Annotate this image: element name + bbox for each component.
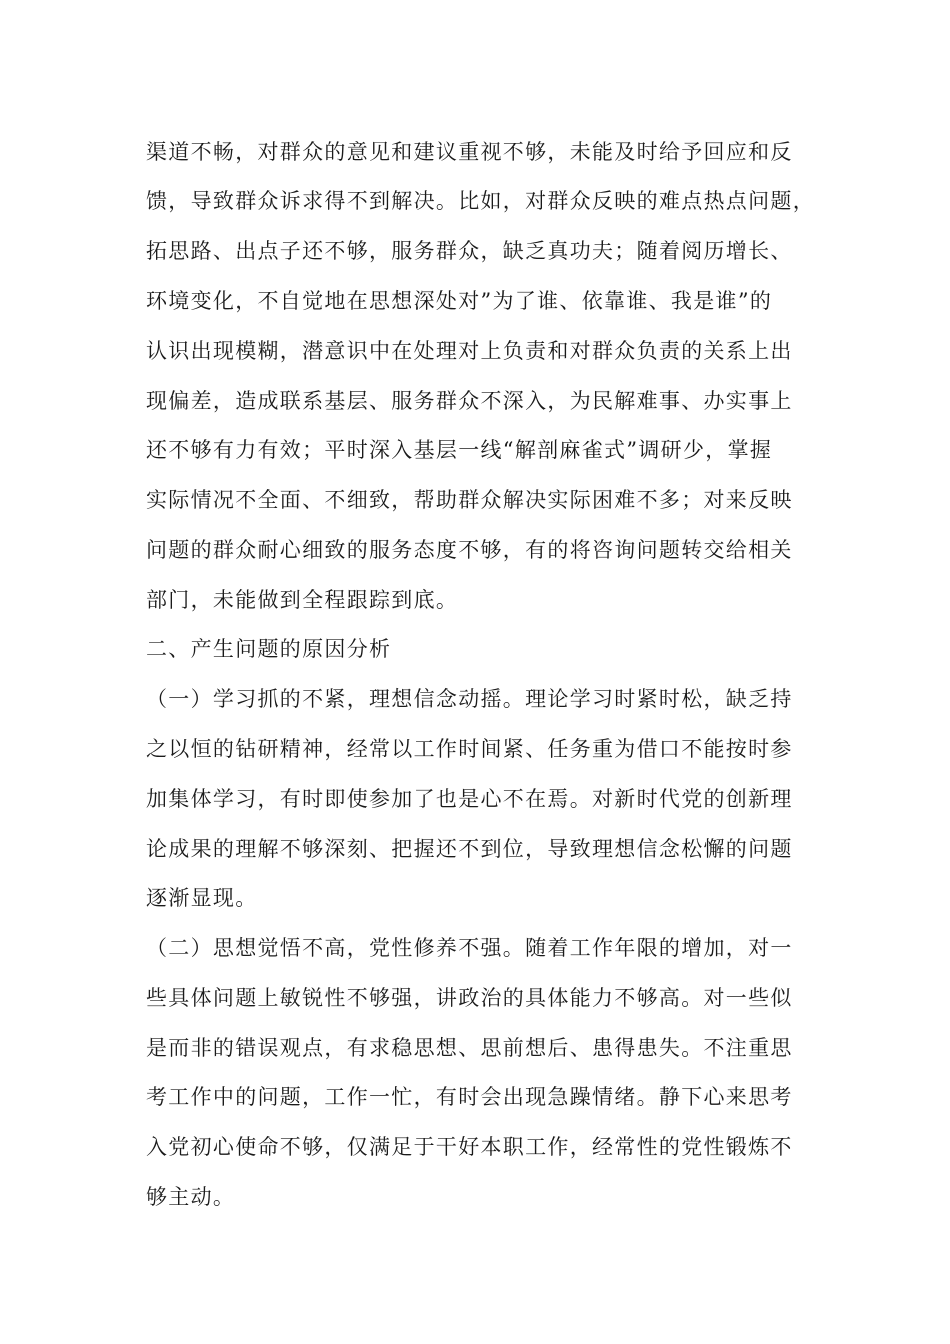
- text-line: （一）学习抓的不紧，理想信念动摇。理论学习时紧时松，缺乏持: [146, 687, 793, 711]
- text-line: 现偏差，造成联系基层、服务群众不深入，为民解难事、办实事上: [146, 389, 793, 413]
- text-line: 入党初心使命不够，仅满足于干好本职工作，经常性的党性锻炼不: [146, 1135, 793, 1159]
- text-line: 是而非的错误观点，有求稳思想、思前想后、患得患失。不注重思: [146, 1036, 793, 1060]
- text-line: 部门，未能做到全程跟踪到底。: [146, 588, 459, 612]
- text-line: 实际情况不全面、不细致，帮助群众解决实际困难不多；对来反映: [146, 488, 793, 512]
- text-line: 之以恒的钻研精神，经常以工作时间紧、任务重为借口不能按时参: [146, 737, 793, 761]
- text-line: 馈，导致群众诉求得不到解决。比如，对群众反映的难点热点问题，: [146, 189, 815, 213]
- text-line: 认识出现模糊，潜意识中在处理对上负责和对群众负责的关系上出: [146, 339, 793, 363]
- text-line: 渠道不畅，对群众的意见和建议重视不够，未能及时给予回应和反: [146, 140, 793, 164]
- text-line: 逐渐显现。: [146, 886, 258, 910]
- text-line: 还不够有力有效；平时深入基层一线“解剖麻雀式”调研少，掌握: [146, 438, 773, 462]
- text-line: （二）思想觉悟不高，党性修养不强。随着工作年限的增加，对一: [146, 936, 793, 960]
- text-line: 加集体学习，有时即使参加了也是心不在焉。对新时代党的创新理: [146, 787, 793, 811]
- text-line: 环境变化，不自觉地在思想深处对”为了谁、依靠谁、我是谁”的: [146, 289, 773, 313]
- text-line: 论成果的理解不够深刻、把握还不到位，导致理想信念松懈的问题: [146, 837, 793, 861]
- text-line: 考工作中的问题，工作一忙，有时会出现急躁情绪。静下心来思考: [146, 1085, 793, 1109]
- text-line: 些具体问题上敏锐性不够强，讲政治的具体能力不够高。对一些似: [146, 986, 793, 1010]
- section-heading: 二、产生问题的原因分析: [146, 637, 392, 661]
- text-line: 拓思路、出点子还不够，服务群众，缺乏真功夫；随着阅历增长、: [146, 239, 793, 263]
- text-line: 问题的群众耐心细致的服务态度不够，有的将咨询问题转交给相关: [146, 538, 793, 562]
- text-line: 够主动。: [146, 1185, 236, 1209]
